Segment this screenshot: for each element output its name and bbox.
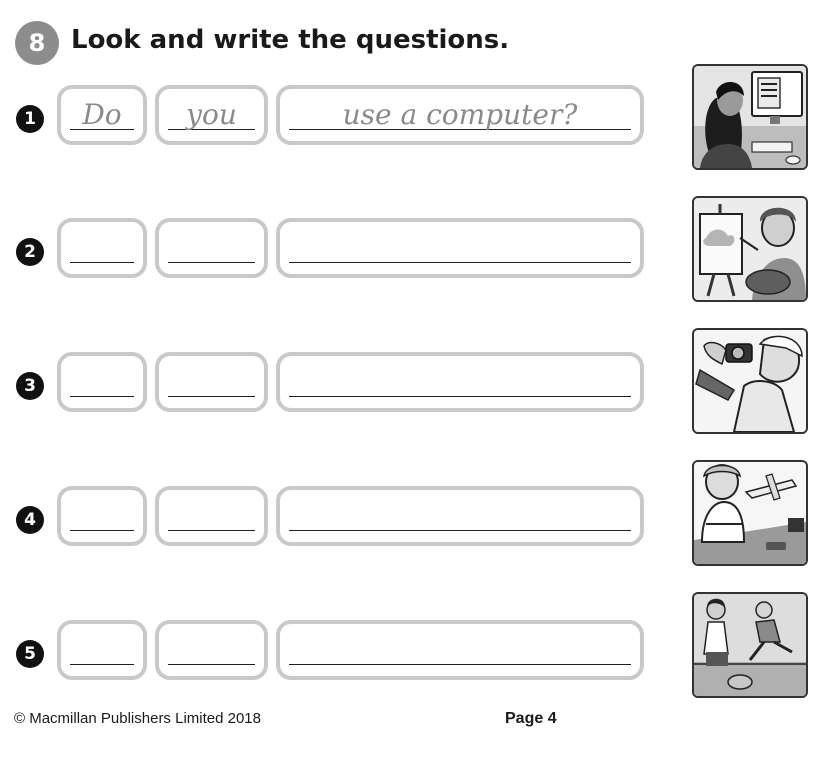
answer-box-word-2[interactable] (155, 620, 268, 680)
writing-line (289, 262, 631, 263)
answer-box-word-1[interactable] (57, 352, 147, 412)
writing-line (70, 262, 134, 263)
running-illustration (694, 594, 806, 696)
picture-boy-painting (692, 196, 808, 302)
exercise-title: Look and write the questions. (71, 25, 510, 55)
answer-box-word-2[interactable] (155, 218, 268, 278)
writing-line (168, 396, 255, 397)
answer-box-word-2[interactable] (155, 486, 268, 546)
writing-line (168, 664, 255, 665)
computer-illustration (694, 66, 806, 168)
writing-line (289, 664, 631, 665)
question-number: 1 (16, 105, 44, 133)
answer-box-word-2[interactable] (155, 85, 268, 145)
writing-line (70, 530, 134, 531)
writing-line (168, 530, 255, 531)
picture-boy-making-model-plane (692, 460, 808, 566)
writing-line (70, 396, 134, 397)
writing-line (289, 396, 631, 397)
painting-illustration (694, 198, 806, 300)
answer-box-word-1[interactable] (57, 486, 147, 546)
question-number: 5 (16, 640, 44, 668)
picture-girl-using-computer (692, 64, 808, 170)
example-answer-rest: use a computer? (342, 98, 578, 131)
answer-box-rest[interactable] (276, 218, 644, 278)
example-answer-word-2: you (186, 98, 237, 131)
writing-line (168, 262, 255, 263)
model-plane-illustration (694, 462, 806, 564)
writing-line (289, 530, 631, 531)
question-number: 3 (16, 372, 44, 400)
writing-line (70, 664, 134, 665)
page-number: Page 4 (505, 710, 557, 727)
question-number: 2 (16, 238, 44, 266)
example-answer-word-1: Do (82, 98, 122, 131)
answer-box-word-2[interactable] (155, 352, 268, 412)
answer-box-rest[interactable] (276, 85, 644, 145)
answer-box-word-1[interactable] (57, 218, 147, 278)
exercise-number: 8 (28, 29, 46, 57)
question-number: 4 (16, 506, 44, 534)
picture-boy-taking-photo (692, 328, 808, 434)
copyright-text: © Macmillan Publishers Limited 2018 (14, 710, 261, 727)
answer-box-word-1[interactable] (57, 620, 147, 680)
exercise-number-badge (15, 21, 59, 65)
answer-box-rest[interactable] (276, 486, 644, 546)
camera-illustration (694, 330, 806, 432)
answer-box-rest[interactable] (276, 352, 644, 412)
picture-girls-running (692, 592, 808, 698)
answer-box-word-1[interactable] (57, 85, 147, 145)
answer-box-rest[interactable] (276, 620, 644, 680)
